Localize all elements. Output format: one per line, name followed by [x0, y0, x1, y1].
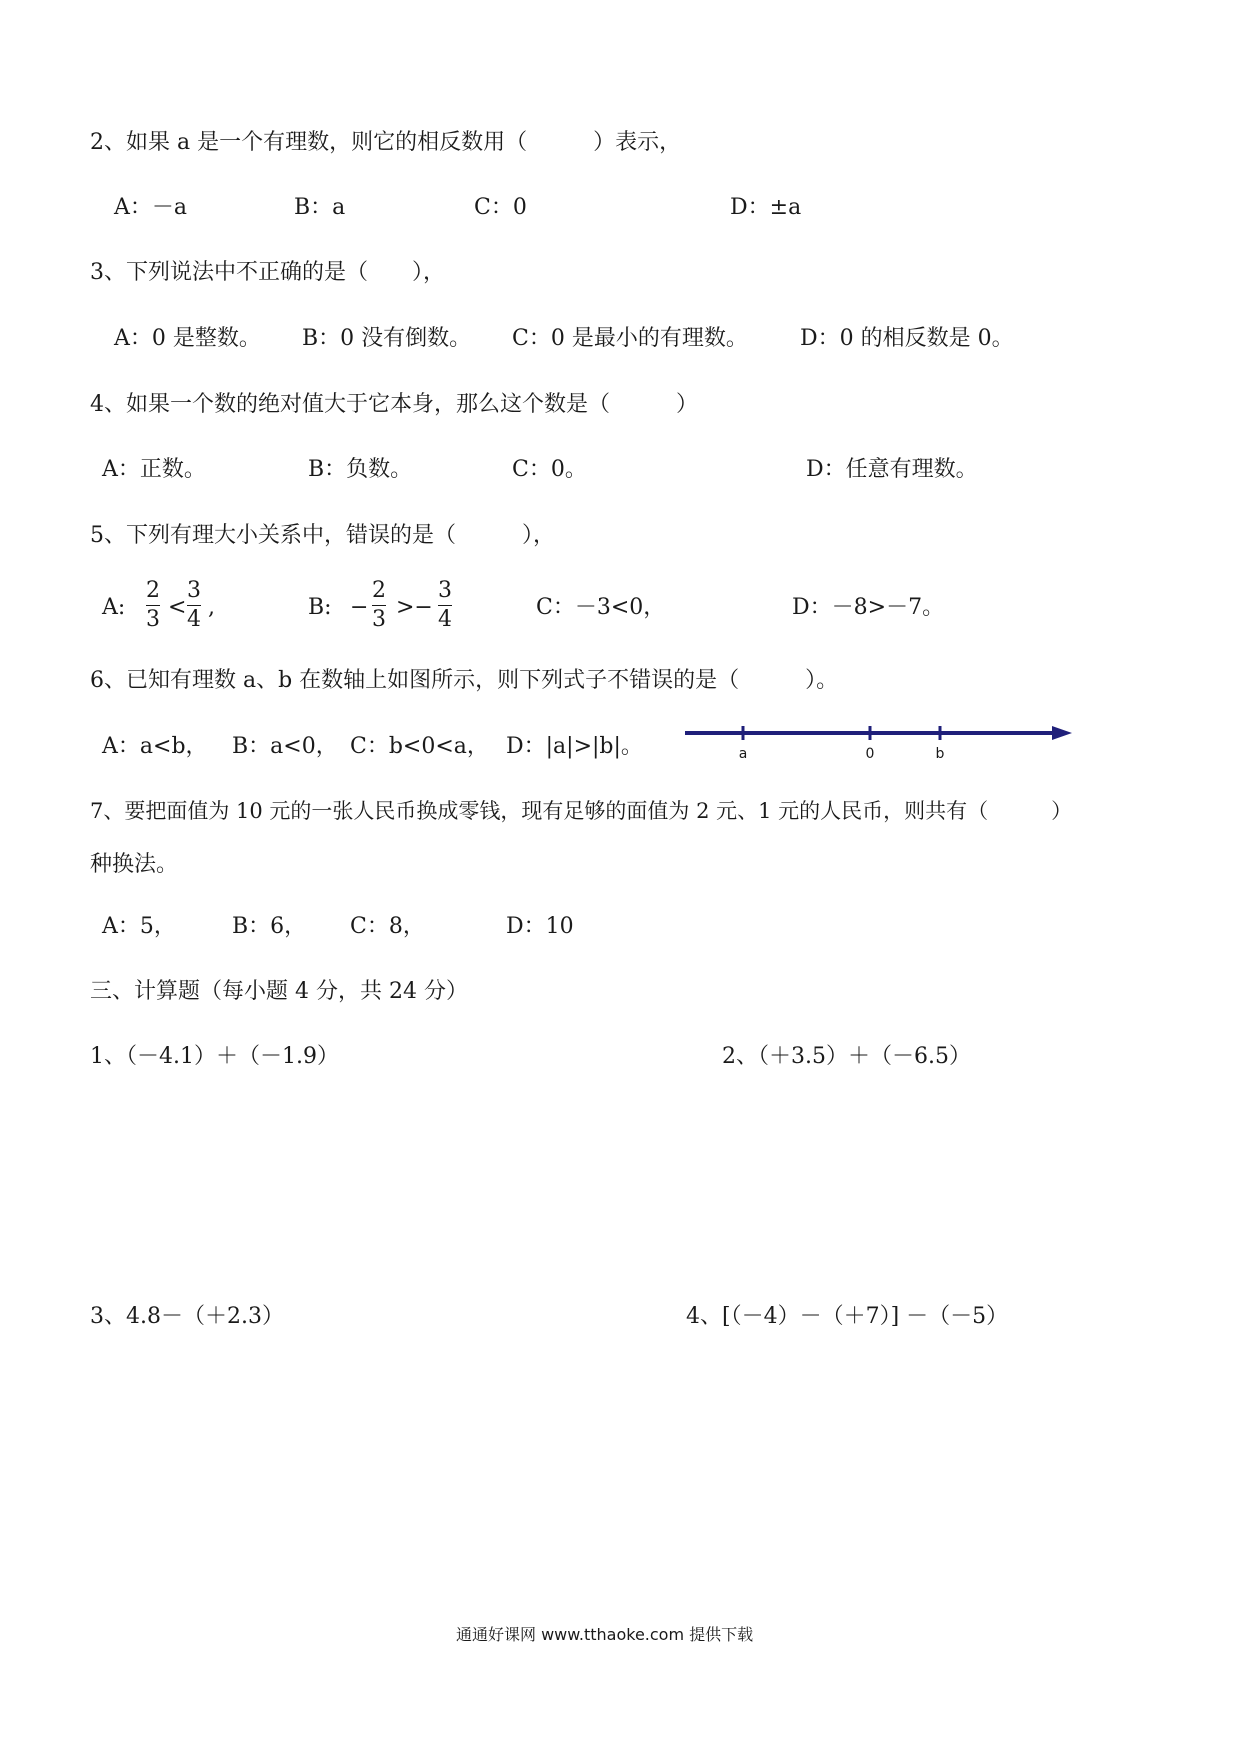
- question-2-option-d: D：±a: [730, 195, 802, 220]
- fraction: [372, 578, 386, 633]
- question-7-stem: 7、要把面值为 10 元的一张人民币换成零钱，现有足够的面值为 2 元、1 元的人民币，则共有（ ）: [90, 799, 1073, 823]
- label-a: a: [738, 746, 748, 762]
- denominator: 3: [372, 607, 386, 632]
- question-6-option-b: B：a<0，: [232, 734, 338, 759]
- question-7-stem-continued: 种换法。: [90, 852, 179, 877]
- question-4-option-b: B：负数。: [308, 457, 413, 482]
- numerator: 3: [438, 578, 452, 603]
- question-4-option-a: A：正数。: [102, 457, 206, 482]
- question-3-option-d: D：0 的相反数是 0。: [800, 326, 1014, 351]
- comma: ,: [208, 595, 215, 620]
- question-6-option-c: C：b<0<a，: [350, 734, 489, 759]
- question-2-stem: 2、如果 a 是一个有理数，则它的相反数用（ ）表示，: [90, 130, 682, 155]
- question-5-option-d: D：－8>－7。: [792, 595, 945, 620]
- section-3-title: 三、计算题（每小题 4 分，共 24 分）: [90, 979, 468, 1004]
- relation-symbol: <: [168, 595, 187, 620]
- question-4-stem: 4、如果一个数的绝对值大于它本身，那么这个数是（ ）: [90, 392, 698, 417]
- question-4-option-d: D：任意有理数。: [806, 457, 978, 482]
- question-2-option-c: C：0: [474, 195, 527, 220]
- fraction: [438, 578, 452, 633]
- question-7-option-a: A：5，: [102, 914, 176, 939]
- calc-problem-4: 4、[（－4）－（＋7）] －（－5）: [686, 1304, 1009, 1329]
- denominator: 4: [438, 607, 452, 632]
- question-5-stem: 5、下列有理大小关系中，错误的是（ ），: [90, 523, 555, 548]
- question-7-option-b: B：6，: [232, 914, 307, 939]
- question-3-option-b: B：0 没有倒数。: [302, 326, 472, 351]
- question-7-option-d: D：10: [506, 914, 574, 939]
- denominator: 3: [146, 607, 160, 632]
- question-6-option-a: A：a<b，: [102, 734, 208, 759]
- question-2-option-a: A：－a: [114, 195, 188, 220]
- arrow-head-icon: [1052, 726, 1072, 740]
- question-2-option-b: B：a: [294, 195, 346, 220]
- calc-problem-1: 1、（－4.1）＋（－1.9）: [90, 1044, 339, 1069]
- question-3-option-c: C：0 是最小的有理数。: [512, 326, 748, 351]
- question-6-option-d: D：|a|>|b|。: [506, 734, 643, 759]
- number-line: [680, 718, 1080, 763]
- option-a-label: A:: [102, 595, 126, 620]
- fraction: [187, 578, 201, 633]
- label-b: b: [935, 746, 945, 762]
- question-4-option-c: C：0。: [512, 457, 587, 482]
- option-b-label: B:: [308, 595, 332, 620]
- question-3-stem: 3、下列说法中不正确的是（ ），: [90, 260, 445, 285]
- footer-credit: 通通好课网 www.tthaoke.com 提供下载: [456, 1625, 754, 1644]
- numerator: 2: [372, 578, 386, 603]
- numerator: 2: [146, 578, 160, 603]
- calc-problem-2: 2、（＋3.5）＋（－6.5）: [722, 1044, 971, 1069]
- denominator: 4: [187, 607, 201, 632]
- question-3-option-a: A：0 是整数。: [114, 326, 261, 351]
- question-5-option-c: C：－3<0，: [536, 595, 666, 620]
- question-7-option-c: C：8，: [350, 914, 425, 939]
- question-6-stem: 6、已知有理数 a、b 在数轴上如图所示，则下列式子不错误的是（ ）。: [90, 668, 839, 693]
- relation-symbol: >−: [396, 595, 433, 620]
- fraction: [146, 578, 160, 633]
- minus-sign: −: [350, 595, 369, 620]
- calc-problem-3: 3、4.8－（＋2.3）: [90, 1304, 284, 1329]
- numerator: 3: [187, 578, 201, 603]
- label-0: 0: [865, 746, 875, 762]
